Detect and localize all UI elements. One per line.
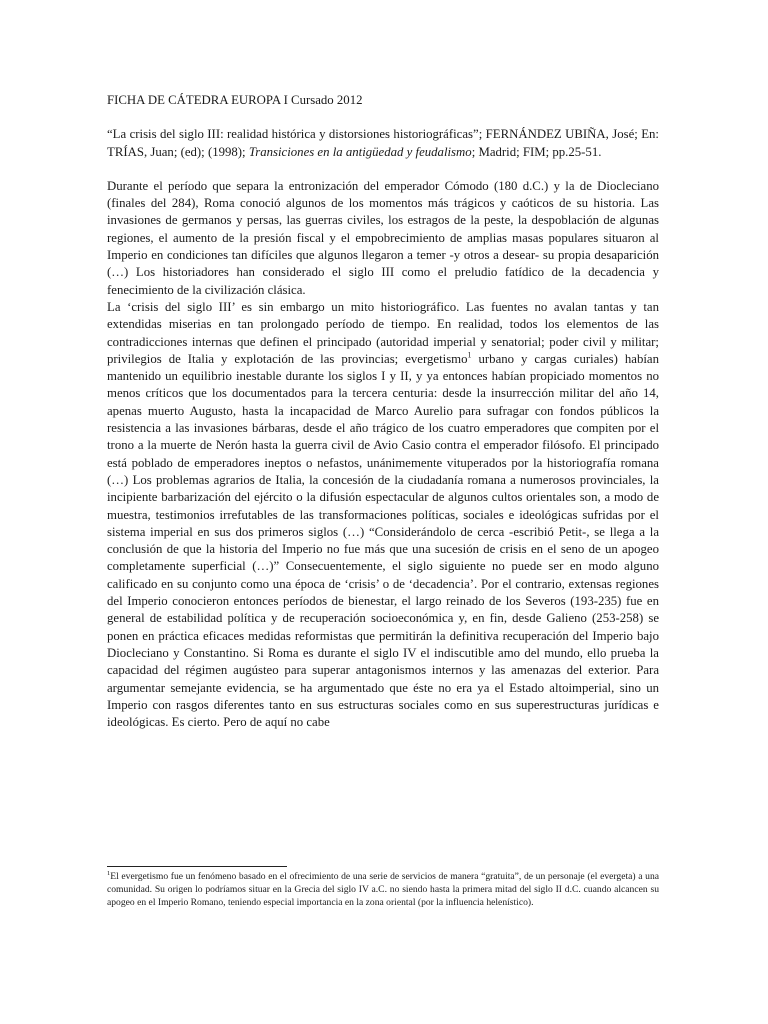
- footnote: [107, 870, 659, 909]
- footnote-reference: 1: [467, 350, 472, 360]
- footnote-separator: [107, 866, 287, 867]
- document-body: [107, 92, 659, 731]
- paragraph-2-start: La ‘crisis del siglo III’ es sin embargo un mito historiográfico. Las fuentes no avalan tantas y tan extendidas miserias en tan prolongado período de tiempo. En realidad, todos los elementos de las contradicciones internas que definen el principado (autoridad imperial y senatorial; poder civil y militar; privilegios de Italia y explotación de las provincias; evergetismo: [107, 299, 659, 366]
- footnote-text: El evergetismo fue un fenómeno basado en el ofrecimiento de una serie de servicios de manera “gratuita”, de un personaje (el evergeta) a una comunidad. Su origen lo podríamos situar en la Grecia del siglo IV a.C. no siendo hasta la primera mitad del siglo II d.C. cuando alcancen su apogeo en el Imperio Romano, teniendo especial importancia en la zona oriental (por la influencia helenístico).: [107, 871, 659, 908]
- paragraph-2: [107, 299, 659, 731]
- paragraph-2-rest: urbano y cargas curiales) habían mantenido un equilibrio inestable durante los siglos I y II, y ya entonces habían propiciado momentos no menos críticos que los documentados para la tercera centuria: desde la insurrección militar del año 14, apenas muerto Augusto, hasta la incapacidad de Marco Aurelio para sufragar con fondos públicos la resistencia a las invasiones bárbaras, desde el año trágico de los cuatro emperadores que compiten por el trono a la muerte de Nerón hasta la guerra civil de Avio Casio contra el emperador filósofo. El principado está poblado de emperadores ineptos o nefastos, unánimemente vituperados por la historiografía romana (…) Los problemas agrarios de Italia, la concesión de la ciudadanía romana a numerosos provinciales, la incipiente barbarización del ejército o la difusión espectacular de algunos cultos orientales son, a modo de muestra, testimonios irrefutables de las transformaciones políticas, sociales e ideológicas sufridas por el sistema imperial en sus dos primeros siglos (…) “Considerándolo de cerca -escribió Petit-, se llega a la conclusión de que la historia del Imperio no fue más que una sucesión de crisis en el seno de un apogeo completamente superficial (…)” Consecuentemente, el siglo siguiente no puede ser en modo alguno calificado en su conjunto como una época de ‘crisis’ o de ‘decadencia’. Por el contrario, extensas regiones del Imperio conocieron entonces períodos de bienestar, el largo reinado de los Severos (193-235) fue en general de estabilidad política y de recuperación socioeconómica y, en fin, desde Galieno (253-258) se ponen en práctica eficaces medidas reformistas que permitirán la definitiva recuperación del Imperio bajo Diocleciano y Constantino. Si Roma es durante el siglo IV el indiscutible amo del mundo, ello prueba la capacidad del régimen augústeo para superar antagonismos internos y las amenazas del exterior. Para argumentar semejante evidencia, se ha argumentado que éste no era ya el Estado altoimperial, sino un Imperio con rasgos diferentes tanto en sus estructuras sociales como en sus superestructuras jurídicas e ideológicas. Es cierto. Pero de aquí no cabe: [107, 351, 659, 730]
- citation-book-title: Transiciones en la antigüedad y feudalismo: [248, 144, 472, 159]
- footnote-number: 1: [107, 869, 111, 877]
- citation-publication: ; Madrid; FIM; pp.25-51.: [471, 144, 602, 159]
- document-heading: FICHA DE CÁTEDRA EUROPA I Cursado 2012: [107, 93, 363, 107]
- citation-text: “La crisis del siglo III: realidad histórica y distorsiones historiográficas”; FERNÁNDEZ UBIÑA, José; En: TRÍAS, Juan; (ed); (1998);: [107, 127, 659, 159]
- bibliographic-citation: [107, 126, 659, 161]
- paragraph-1: Durante el período que separa la entronización del emperador Cómodo (180 d.C.) y la de Diocleciano (finales del 284), Roma conoció algunos de los momentos más trágicos y caóticos de su historia. Las invasiones de germanos y persas, las guerras civiles, los estragos de la peste, la despoblación de algunas regiones, el aumento de la presión fiscal y el empobrecimiento de amplias masas populares situaron al Imperio en condiciones tan difíciles que algunos llegaron a temer -y otros a desear- su propia desaparición (…) Los historiadores han considerado el siglo III como el preludio fatídico de la decadencia y fenecimiento de la civilización clásica.: [107, 178, 659, 297]
